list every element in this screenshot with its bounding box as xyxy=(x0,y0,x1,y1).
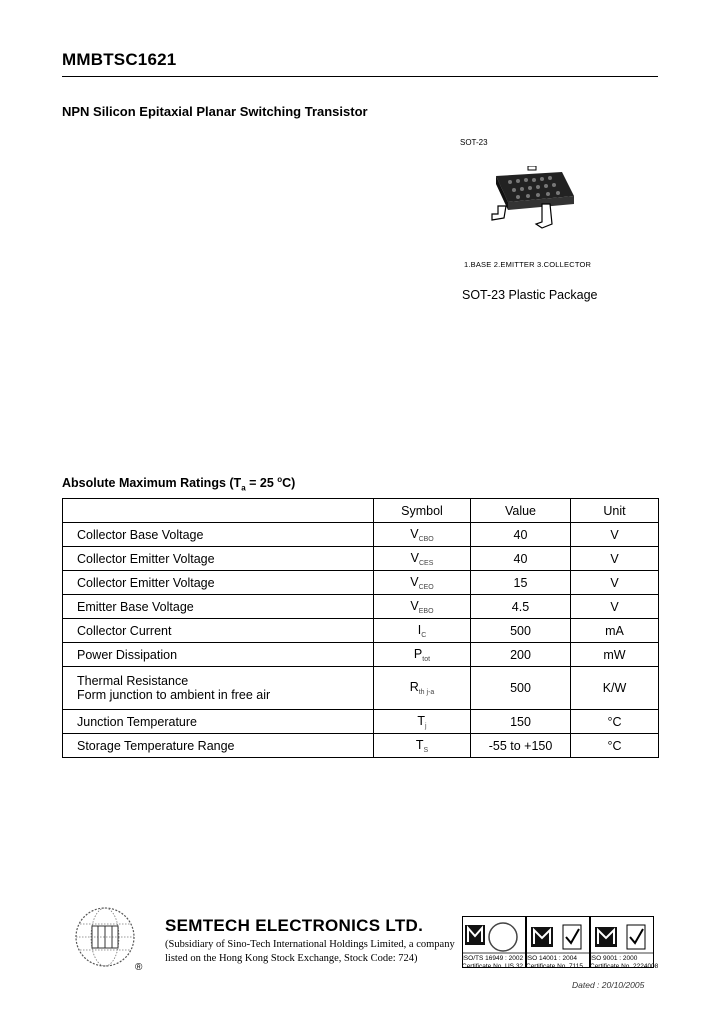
document-date: Dated : 20/10/2005 xyxy=(572,980,645,990)
row-parameter: Collector Emitter Voltage xyxy=(63,571,374,595)
row-symbol: $V_{EBO}$ xyxy=(374,595,471,619)
row-value: 200 xyxy=(471,643,571,667)
row-parameter: Emitter Base Voltage xyxy=(63,595,374,619)
row-value: -55 to +150 xyxy=(471,734,571,758)
registered-mark: ® xyxy=(135,962,143,973)
row-symbol: $V_{CEO}$ xyxy=(374,571,471,595)
row-unit: °C xyxy=(571,710,659,734)
row-parameter: Storage Temperature Range xyxy=(63,734,374,758)
row-value: 500 xyxy=(471,619,571,643)
table-row xyxy=(63,595,659,619)
row-value: 4.5 xyxy=(471,595,571,619)
row-symbol: $T_j$ xyxy=(374,710,471,734)
header-unit: Unit xyxy=(571,499,659,523)
package-caption: SOT-23 Plastic Package xyxy=(462,288,598,302)
table-row xyxy=(63,571,659,595)
row-value: 40 xyxy=(471,547,571,571)
row-symbol: $T_S$ xyxy=(374,734,471,758)
certification-text-2: ISO 14001 : 2004 Certificate No. 7115 xyxy=(526,955,583,970)
row-value: 15 xyxy=(471,571,571,595)
row-value: 40 xyxy=(471,523,571,547)
header-value: Value xyxy=(471,499,571,523)
table-row xyxy=(63,667,659,710)
company-subsidiary-note: (Subsidiary of Sino-Tech International Holdings Limited, a company listed on the Hong Kong Stock Exchange, Stock Code: 724) xyxy=(165,939,455,964)
row-unit: V xyxy=(571,547,659,571)
header-divider xyxy=(62,76,658,77)
table-row xyxy=(63,710,659,734)
table-row xyxy=(63,734,659,758)
row-parameter: Collector Base Voltage xyxy=(63,523,374,547)
pin-assignment: 1.BASE 2.EMITTER 3.COLLECTOR xyxy=(464,260,592,269)
absolute-maximum-ratings-table xyxy=(62,498,659,758)
row-symbol: $R_{th j-a}$ xyxy=(374,667,471,710)
header-symbol: Symbol xyxy=(374,499,471,523)
row-unit: K/W xyxy=(571,667,659,710)
row-value: 500 xyxy=(471,667,571,710)
row-value: 150 xyxy=(471,710,571,734)
device-description: NPN Silicon Epitaxial Planar Switching Transistor xyxy=(62,104,368,119)
row-symbol: $P_{tot}$ xyxy=(374,643,471,667)
row-unit: V xyxy=(571,523,659,547)
row-symbol: $V_{CBO}$ xyxy=(374,523,471,547)
row-parameter: Power Dissipation xyxy=(63,643,374,667)
certification-text-3: ISO 9001 : 2000 Certificate No. 2224008 xyxy=(590,955,659,970)
row-parameter: Collector Emitter Voltage xyxy=(63,547,374,571)
table-row xyxy=(63,547,659,571)
table-row xyxy=(63,523,659,547)
package-label: SOT-23 xyxy=(460,138,488,147)
row-symbol: $V_{CES}$ xyxy=(374,547,471,571)
part-number: MMBTSC1621 xyxy=(62,50,177,69)
header-parameter xyxy=(63,499,374,523)
row-unit: V xyxy=(571,595,659,619)
ratings-title: Absolute Maximum Ratings ($T_a = 25$ $^o$C) xyxy=(62,475,296,493)
row-unit: °C xyxy=(571,734,659,758)
table-row xyxy=(63,643,659,667)
row-symbol: $I_C$ xyxy=(374,619,471,643)
row-unit: V xyxy=(571,571,659,595)
table-row xyxy=(63,619,659,643)
certification-text-1: ISO/TS 16949 : 2002 Certificate No. US 32 xyxy=(462,955,524,970)
semtech-globe-logo xyxy=(74,906,136,968)
table-header-row xyxy=(63,499,659,523)
sot23-package-image xyxy=(482,166,578,242)
row-parameter: Thermal Resistance Form junction to ambient in free air xyxy=(63,667,374,710)
company-name: SEMTECH ELECTRONICS LTD. xyxy=(165,916,424,935)
row-parameter: Collector Current xyxy=(63,619,374,643)
row-unit: mA xyxy=(571,619,659,643)
row-parameter: Junction Temperature xyxy=(63,710,374,734)
row-unit: mW xyxy=(571,643,659,667)
